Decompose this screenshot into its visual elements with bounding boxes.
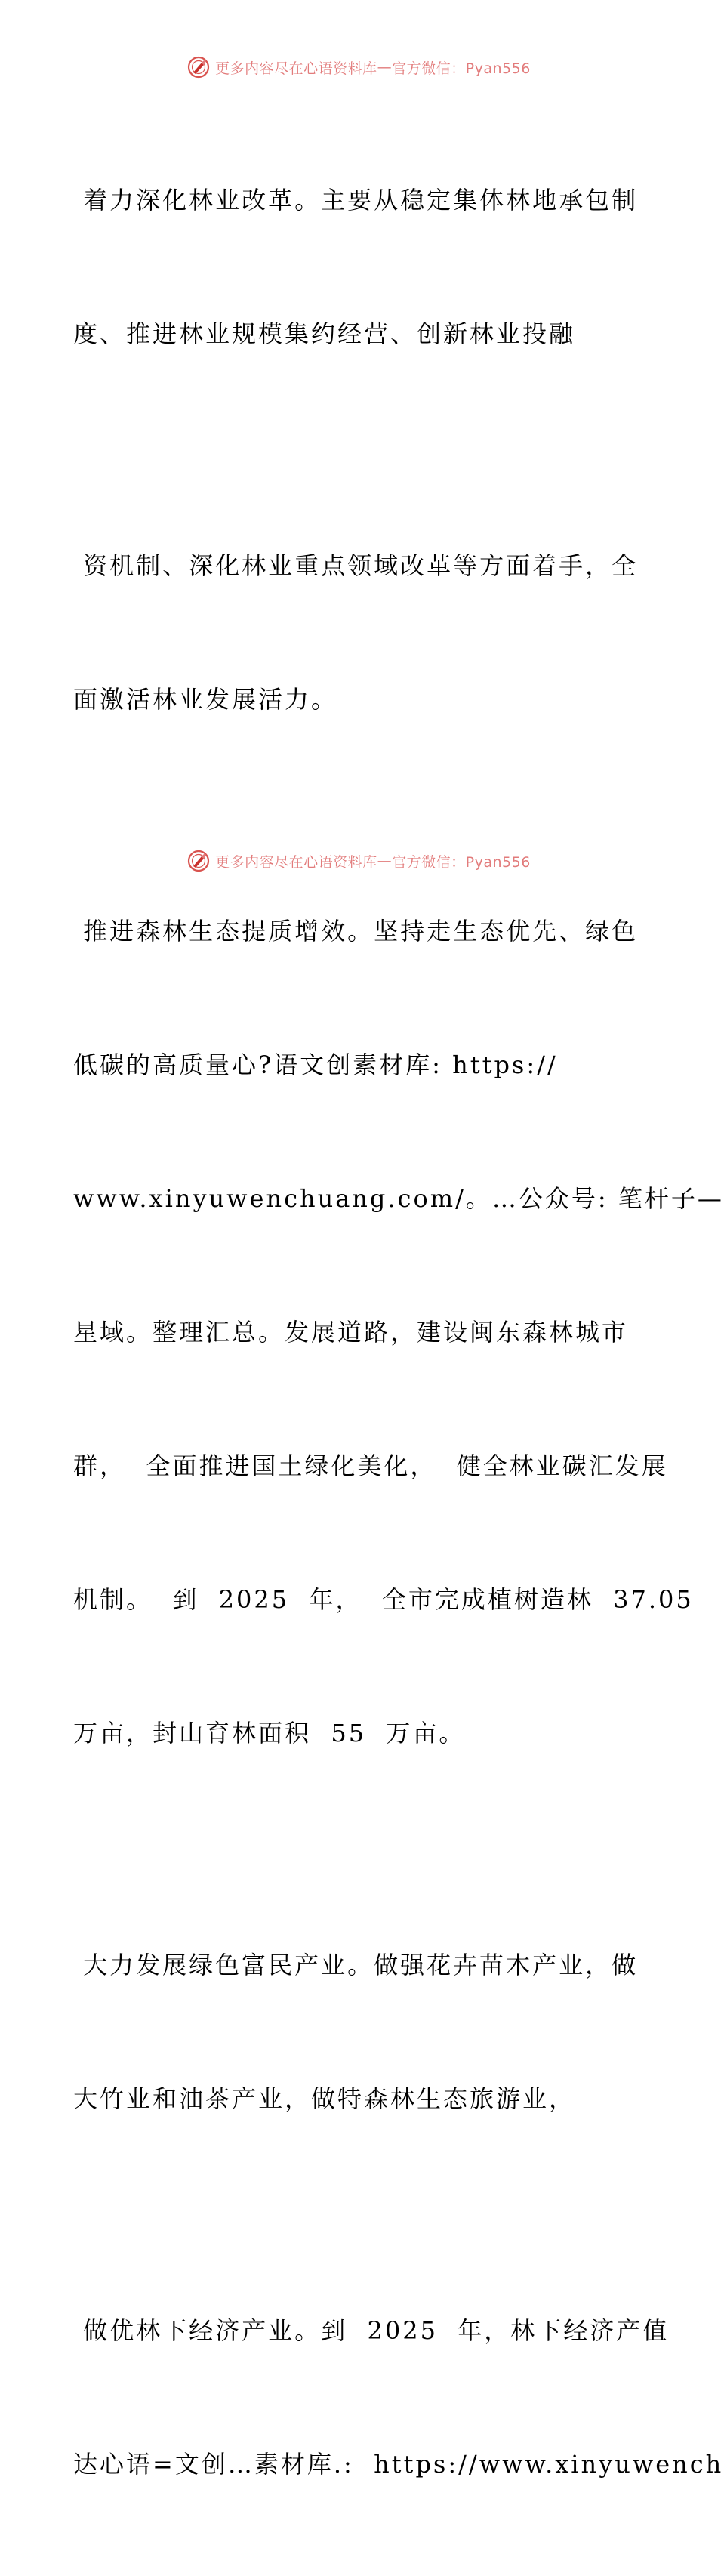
text-line: 低碳的高质量心?语文创素材库: https:// xyxy=(73,1050,558,1079)
text-line: 资机制、深化林业重点领域改革等方面着手，全 xyxy=(73,551,639,580)
text-line: 着力深化林业改革。主要从稳定集体林地承包制 xyxy=(73,186,639,214)
text-line: 群， 全面推进国土绿化美化， 健全林业碳汇发展 xyxy=(73,1452,668,1480)
watermark-main-text: 更多内容尽在心语资料库 xyxy=(215,60,377,77)
text-line: 大力发展绿色富民产业。做强花卉苗木产业，做 xyxy=(73,1951,639,1979)
watermark-separator: — xyxy=(377,853,393,869)
pen-nib-logo-icon xyxy=(186,55,211,79)
paragraph-forestry-reform xyxy=(73,89,647,446)
paragraph-understory-economy xyxy=(73,2220,724,2576)
watermark-text xyxy=(215,851,531,872)
paragraph-investment-mechanism xyxy=(73,455,647,811)
document-body xyxy=(73,89,724,2576)
watermark-separator: — xyxy=(377,59,393,76)
text-line: 万亩，封山育林面积 55 万亩。 xyxy=(73,1719,466,1748)
watermark-text xyxy=(215,57,531,78)
text-line: 达心语=文创…素材库.: https://www.xinyuwench xyxy=(73,2450,724,2479)
text-line: 推进森林生态提质增效。坚持走生态优先、绿色 xyxy=(73,917,639,946)
text-line: 度、推进林业规模集约经营、创新林业投融 xyxy=(73,319,576,348)
pen-nib-logo-icon xyxy=(186,849,211,873)
footer-watermark-banner xyxy=(0,848,717,874)
text-line: 星域。整理汇总。发展道路，建设闽东森林城市 xyxy=(73,1318,629,1347)
watermark-wechat-text: 官方微信：Pyan556 xyxy=(392,853,531,871)
paragraph-green-industry xyxy=(73,1854,647,2210)
watermark-main-text: 更多内容尽在心语资料库 xyxy=(215,853,377,871)
text-line: 大竹业和油茶产业，做特森林生态旅游业， xyxy=(73,2084,576,2113)
watermark-wechat-text: 官方微信：Pyan556 xyxy=(392,60,531,77)
paragraph-forest-ecology xyxy=(73,820,724,1845)
text-line: 机制。 到 2025 年， 全市完成植树造林 37.05 xyxy=(73,1585,694,1614)
text-line: 面激活林业发展活力。 xyxy=(73,685,338,714)
text-line: www.xinyuwenchuang.com/。…公众号: 笔杆子— xyxy=(73,1184,724,1213)
text-line: 做优林下经济产业。到 2025 年，林下经济产值 xyxy=(73,2316,670,2345)
header-watermark-banner xyxy=(0,54,717,80)
